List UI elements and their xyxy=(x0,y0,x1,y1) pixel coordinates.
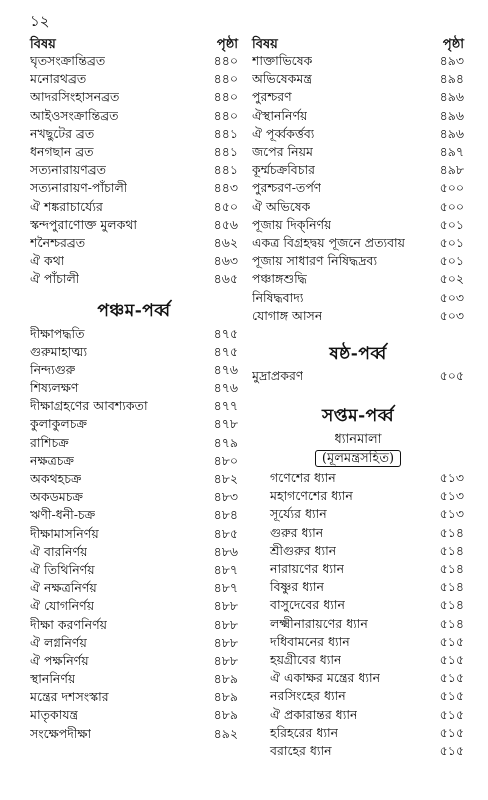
toc-entry xyxy=(30,254,238,272)
entry-page: ৫১৫ xyxy=(439,688,464,704)
toc-entry xyxy=(252,562,464,580)
toc-entry xyxy=(252,369,464,387)
entry-topic: অকডমচক্র xyxy=(30,489,83,505)
entry-page: ৪৬৫ xyxy=(213,271,238,287)
entry-topic: লক্ষ্মীনারায়ণের ধ্যান xyxy=(270,615,368,631)
toc-entry xyxy=(252,272,464,290)
section7-subtitle: ধ্যানমালা xyxy=(334,432,382,447)
toc-entry xyxy=(30,54,238,72)
toc-entry xyxy=(30,563,238,581)
entry-topic: ঘৃতসংক্রান্তিব্রত xyxy=(30,53,106,69)
toc-entry xyxy=(30,636,238,654)
entry-topic: পুরশ্চরণ xyxy=(252,89,292,105)
entry-topic: রাশিচক্র xyxy=(30,434,69,450)
toc-entry xyxy=(252,489,464,507)
entry-topic: ঐ যোগনির্ণয় xyxy=(30,598,95,614)
entry-topic: সত্যনারায়ণব্রত xyxy=(30,162,107,178)
entry-page: ৫১৪ xyxy=(439,524,464,540)
entry-topic: অকথহচক্র xyxy=(30,471,82,487)
entry-topic: ঐ তিথিনির্ণয় xyxy=(30,561,95,577)
entry-page: ৫১৪ xyxy=(439,579,464,595)
entry-page: ৫১৩ xyxy=(439,470,464,486)
toc-entry xyxy=(30,236,238,254)
entry-topic: ঐ বারনির্ণয় xyxy=(30,543,88,559)
header-topic: বিষয় xyxy=(252,36,278,52)
entry-page: ৪৫০ xyxy=(213,198,238,214)
entry-topic: ঐ একাক্ষর মন্ত্রের ধ্যান xyxy=(270,670,381,686)
entry-page: ৪৮৪ xyxy=(213,507,238,523)
entry-page: ৫১৩ xyxy=(439,488,464,504)
page-number: ১২ xyxy=(30,12,50,30)
entry-page: ৫১৫ xyxy=(439,706,464,722)
entry-topic: আদরসিংহাসনব্রত xyxy=(30,89,120,105)
entry-page: ৫০০ xyxy=(439,180,464,196)
entry-topic: দধিবামনের ধ্যান xyxy=(270,633,350,649)
entry-page: ৪৮৩ xyxy=(213,489,238,505)
toc-entry xyxy=(252,218,464,236)
entry-page: ৪৮৫ xyxy=(213,525,238,541)
entry-page: ৪৮৬ xyxy=(213,543,238,559)
toc-entry xyxy=(252,653,464,671)
entry-page: ৪৮৭ xyxy=(213,561,238,577)
toc-entry xyxy=(30,399,238,417)
toc-entry xyxy=(252,598,464,616)
entry-page: ৪৯৩ xyxy=(439,53,464,69)
toc-entry xyxy=(252,617,464,635)
entry-page: ৫০১ xyxy=(439,253,464,269)
entry-topic: কুলাকুলচক্র xyxy=(30,416,87,432)
toc-entry xyxy=(30,345,238,363)
entry-page: ৫০২ xyxy=(439,271,464,287)
entry-topic: স্কন্দপুরাণোক্ত মুলকথা xyxy=(30,216,138,232)
toc-entry xyxy=(252,707,464,725)
entry-topic: জপের নিয়ম xyxy=(252,144,313,160)
entry-page: ৫১৫ xyxy=(439,742,464,758)
entry-page: ৪৯৪ xyxy=(439,71,464,87)
entry-topic: দীক্ষামাসনির্ণয় xyxy=(30,525,99,541)
toc-entry xyxy=(252,726,464,744)
toc-entry xyxy=(252,236,464,254)
entry-topic: সংক্ষেপদীক্ষা xyxy=(30,725,92,741)
entry-page: ৪৯৭ xyxy=(439,144,464,160)
entry-topic: গুরুমাহাত্ম্য xyxy=(30,343,88,359)
entry-topic: গণেশের ধ্যান xyxy=(270,470,336,486)
entry-topic: ঐ কথা xyxy=(30,253,65,269)
entry-page: ৫১৫ xyxy=(439,724,464,740)
toc-entry xyxy=(30,599,238,617)
header-page: পৃষ্ঠা xyxy=(442,36,464,52)
entry-page: ৪৬২ xyxy=(213,234,238,250)
toc-entry xyxy=(30,508,238,526)
toc-entry xyxy=(30,200,238,218)
right-entries-list xyxy=(252,54,464,327)
entry-page: ৪৮০ xyxy=(213,452,238,468)
entry-topic: যোগাঙ্গ আসন xyxy=(252,307,323,323)
entry-topic: মনোরথব্রত xyxy=(30,71,87,87)
entry-page: ৪৪০ xyxy=(213,107,238,123)
entry-topic: নিষিদ্ধবাদ্য xyxy=(252,289,304,305)
toc-entry xyxy=(252,544,464,562)
toc-entry xyxy=(30,218,238,236)
entry-page: ৪৮৯ xyxy=(213,689,238,705)
entry-topic: নক্ষত্রচক্র xyxy=(30,452,74,468)
section7-subtitle-boxed: (মূলমন্ত্রসহিত) xyxy=(252,449,464,471)
entry-page: ৫০০ xyxy=(439,198,464,214)
entry-topic: ঐ লগ্ননির্ণয় xyxy=(30,634,87,650)
header-page: পৃষ্ঠা xyxy=(216,36,238,52)
toc-entry xyxy=(252,526,464,544)
entry-topic: একত্র বিগ্রহদ্বয় পূজনে প্রত্যবায় xyxy=(252,234,406,250)
entry-topic: বাসুদেবের ধ্যান xyxy=(270,597,345,613)
entry-page: ৫০১ xyxy=(439,234,464,250)
entry-topic: নিন্দ্যগুরু xyxy=(30,361,76,377)
entry-page: ৪৯৮ xyxy=(439,162,464,178)
entry-topic: ঐ পক্ষনির্ণয় xyxy=(30,652,89,668)
entry-page: ৫০৫ xyxy=(439,367,464,383)
toc-entry xyxy=(252,181,464,199)
toc-entry xyxy=(252,671,464,689)
toc-entry xyxy=(252,90,464,108)
entry-topic: ঐ নক্ষত্রনির্ণয় xyxy=(30,580,97,596)
entry-page: ৪৯২ xyxy=(213,725,238,741)
entry-topic: সূর্য্যের ধ্যান xyxy=(270,506,327,522)
entry-topic: স্থাননির্ণয় xyxy=(30,671,76,687)
entry-page: ৪৮৮ xyxy=(213,652,238,668)
left-column xyxy=(30,36,238,745)
entry-topic: ঐ পূর্ব্বকর্ত্তব্য xyxy=(252,125,315,141)
toc-entry xyxy=(30,708,238,726)
entry-page: ৪৪১ xyxy=(213,162,238,178)
entry-topic: দীক্ষাপদ্ধতি xyxy=(30,325,85,341)
toc-entry xyxy=(252,163,464,181)
toc-entry xyxy=(30,581,238,599)
toc-entry xyxy=(30,472,238,490)
entry-topic: ঐস্থাননির্ণয় xyxy=(252,107,308,123)
entry-page: ৪৮৯ xyxy=(213,671,238,687)
entry-topic: পঞ্চাঙ্গশুদ্ধি xyxy=(252,271,307,287)
entry-topic: ঐ পাঁচালী xyxy=(30,271,80,287)
entry-topic: পূজায় দিক্‌নির্ণয় xyxy=(252,216,332,232)
entry-page: ৫১৪ xyxy=(439,561,464,577)
entry-page: ৪৪১ xyxy=(213,125,238,141)
entry-page: ৪৮৮ xyxy=(213,634,238,650)
entry-page: ৪৭৮ xyxy=(213,416,238,432)
entry-page: ৪৭৯ xyxy=(213,434,238,450)
entry-topic: নরসিংহের ধ্যান xyxy=(270,688,346,704)
entry-topic: নারায়ণের ধ্যান xyxy=(270,561,345,577)
toc-entry xyxy=(252,200,464,218)
toc-entry xyxy=(30,163,238,181)
toc-entry xyxy=(30,326,238,344)
entry-page: ৪৬৩ xyxy=(213,253,238,269)
entry-page: ৪৫৬ xyxy=(213,216,238,232)
entry-topic: শিষ্যলক্ষণ xyxy=(30,380,79,396)
section6-entries-list xyxy=(252,369,464,387)
toc-entry xyxy=(252,109,464,127)
entry-topic: মন্ত্রের দশসংস্কার xyxy=(30,689,109,705)
toc-entry xyxy=(30,490,238,508)
entry-topic: পুরশ্চরণ-তর্পণ xyxy=(252,180,322,196)
entry-topic: বিষ্ণুর ধ্যান xyxy=(270,579,324,595)
toc-entry xyxy=(252,580,464,598)
entry-page: ৪৮২ xyxy=(213,471,238,487)
entry-page: ৪৮৯ xyxy=(213,707,238,723)
toc-entry xyxy=(30,109,238,127)
toc-entry xyxy=(252,145,464,163)
toc-entry xyxy=(30,527,238,545)
entry-page: ৫১৪ xyxy=(439,615,464,631)
entry-topic: ঐ শঙ্করাচার্য্যের xyxy=(30,198,103,214)
entry-topic: অভিষেকমন্ত্র xyxy=(252,71,312,87)
entry-topic: হরিহরের ধ্যান xyxy=(270,724,339,740)
entry-page: ৪৯৬ xyxy=(439,89,464,105)
entry-page: ৫১৩ xyxy=(439,506,464,522)
section-title-6: ষষ্ঠ-পর্ব্ব xyxy=(329,343,387,364)
toc-entry xyxy=(30,436,238,454)
entry-page: ৪৪৩ xyxy=(213,180,238,196)
entry-topic: ঐ অভিষেক xyxy=(252,198,311,214)
entry-page: ৪৪০ xyxy=(213,71,238,87)
toc-entry xyxy=(252,635,464,653)
toc-entry xyxy=(30,363,238,381)
toc-entry xyxy=(252,254,464,272)
entry-topic: দীক্ষা করণনির্ণয় xyxy=(30,616,108,632)
entry-topic: গুরুর ধ্যান xyxy=(270,524,324,540)
section-title-7: সপ্তম-পর্ব্ব xyxy=(321,406,395,426)
section-title-5: পঞ্চম-পর্ব্ব xyxy=(97,301,171,322)
entry-topic: নখছুটের ব্রত xyxy=(30,125,95,141)
entry-topic: শনৈশ্চরব্রত xyxy=(30,234,86,250)
entry-topic: ঋণী-ধনী-চক্র xyxy=(30,507,96,523)
toc-entry xyxy=(30,272,238,290)
header-topic: বিষয় xyxy=(30,36,56,52)
entry-page: ৪৯৬ xyxy=(439,125,464,141)
entry-topic: হয়গ্রীবের ধ্যান xyxy=(270,651,342,667)
entry-topic: কূর্ম্মচক্রবিচার xyxy=(252,162,316,178)
entry-topic: ঐ প্রকারান্তর ধ্যান xyxy=(270,706,358,722)
entry-page: ৪৯৬ xyxy=(439,107,464,123)
entry-topic: পূজায় সাধারণ নিষিদ্ধদ্রব্য xyxy=(252,253,378,269)
entry-topic: দীক্ষাগ্রহণের আবশ্যকতা xyxy=(30,398,148,414)
toc-entry xyxy=(30,90,238,108)
entry-page: ৪৭৬ xyxy=(213,380,238,396)
entry-page: ৪৮৭ xyxy=(213,580,238,596)
toc-entry xyxy=(252,72,464,90)
entry-page: ৪৭৬ xyxy=(213,361,238,377)
entry-page: ৪৮৮ xyxy=(213,616,238,632)
entry-page: ৪৪১ xyxy=(213,144,238,160)
toc-entry xyxy=(30,127,238,145)
toc-entry xyxy=(30,454,238,472)
entry-topic: বরাহের ধ্যান xyxy=(270,742,332,758)
entry-page: ৪৮৮ xyxy=(213,598,238,614)
entry-topic: মহাগণেশের ধ্যান xyxy=(270,488,353,504)
right-column xyxy=(252,36,464,762)
right-column-header xyxy=(252,36,464,54)
toc-entry xyxy=(30,181,238,199)
entry-page: ৪৭৫ xyxy=(213,325,238,341)
toc-entry xyxy=(30,654,238,672)
entry-topic: মুদ্রাপ্রকরণ xyxy=(252,367,304,383)
toc-entry xyxy=(252,689,464,707)
entry-topic: ধনগছান ব্রত xyxy=(30,144,94,160)
toc-entry xyxy=(30,417,238,435)
toc-entry xyxy=(252,744,464,762)
entry-page: ৪৭৫ xyxy=(213,343,238,359)
entry-page: ৫১৪ xyxy=(439,597,464,613)
section5-entries-list xyxy=(30,326,238,744)
toc-entry xyxy=(252,309,464,327)
section7-entries-list xyxy=(252,471,464,762)
left-entries-list xyxy=(30,54,238,290)
entry-page: ৫১৫ xyxy=(439,633,464,649)
entry-page: ৫০৩ xyxy=(439,289,464,305)
entry-page: ৪৪০ xyxy=(213,53,238,69)
entry-page: ৫১৫ xyxy=(439,670,464,686)
entry-topic: শাক্তাভিষেক xyxy=(252,53,313,69)
toc-entry xyxy=(252,507,464,525)
toc-entry xyxy=(30,672,238,690)
entry-topic: আইওসংক্রান্তিব্রত xyxy=(30,107,119,123)
left-column-header xyxy=(30,36,238,54)
entry-page: ৫০১ xyxy=(439,216,464,232)
entry-page: ৫১৪ xyxy=(439,542,464,558)
toc-entry xyxy=(30,727,238,745)
toc-entry xyxy=(252,471,464,489)
toc-entry xyxy=(30,690,238,708)
toc-entry xyxy=(30,381,238,399)
toc-entry xyxy=(30,617,238,635)
entry-topic: মাতৃকাযন্ত্র xyxy=(30,707,79,723)
toc-entry xyxy=(252,54,464,72)
toc-entry xyxy=(30,545,238,563)
toc-entry xyxy=(252,127,464,145)
entry-topic: সত্যনারায়ণ-পাঁচালী xyxy=(30,180,128,196)
entry-topic: শ্রীগুরুর ধ্যান xyxy=(270,542,337,558)
toc-entry xyxy=(30,145,238,163)
entry-page: ৫০৩ xyxy=(439,307,464,323)
toc-entry xyxy=(30,72,238,90)
toc-entry xyxy=(252,290,464,308)
entry-page: ৪৭৭ xyxy=(213,398,238,414)
entry-page: ৪৪০ xyxy=(213,89,238,105)
entry-page: ৫১৫ xyxy=(439,651,464,667)
